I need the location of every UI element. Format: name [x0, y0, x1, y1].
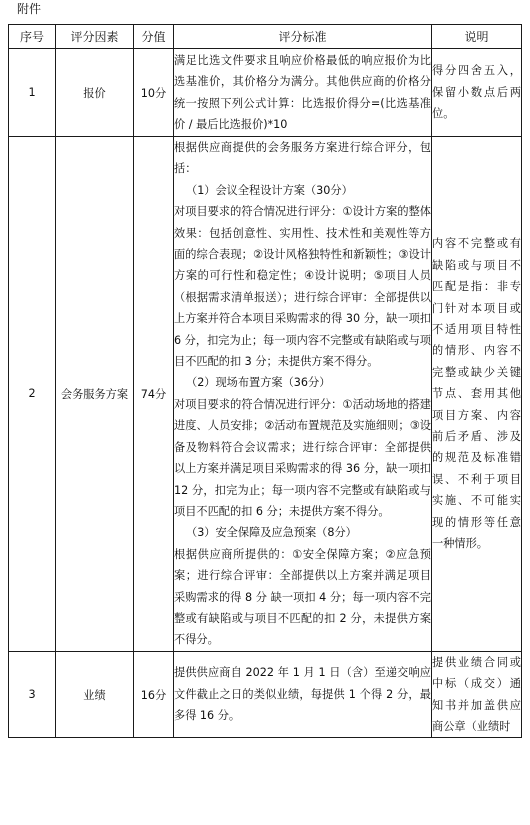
- row-standard: [174, 651, 432, 738]
- row-factor: 业绩: [56, 651, 134, 738]
- table-row: [9, 137, 522, 652]
- table-row: [9, 651, 522, 738]
- table-row: [9, 49, 522, 137]
- row-note: 提供业绩合同或中标（成交）通知书并加盖供应商公章（业绩时: [432, 651, 522, 738]
- attachment-label: 附件: [17, 2, 42, 16]
- row-score: 16分: [134, 651, 174, 738]
- row-score: 10分: [134, 49, 174, 137]
- header-score: 分值: [134, 25, 174, 49]
- row-note: 得分四舍五入，保留小数点后两位。: [432, 49, 522, 137]
- standard-paragraph: 对项目要求的符合情况进行评分：①设计方案的整体效果：包括创意性、实用性、技术性和美观性等方面的综合表现；②设计风格独特性和新颖性；③设计方案的可行性和稳定性；④设计说明；⑤项目人员（根据需求清单报送）；进行综合评审：全部提供以上方案并符合本项目采购需求的得 30 分，缺一项扣 6 分，扣完为止；每一项内容不完整或有缺陷或与项目不匹配的扣 3 分；未提供方案不得分。: [174, 205, 431, 369]
- header-factor: 评分因素: [56, 25, 134, 49]
- standard-subheading: （3）安全保障及应急预案（8分）: [186, 526, 357, 540]
- row-standard: [174, 49, 432, 137]
- header-standard: 评分标准: [174, 25, 432, 49]
- header-note: 说明: [432, 25, 522, 49]
- row-factor: 会务服务方案: [56, 137, 134, 652]
- row-factor: 报价: [56, 49, 134, 137]
- standard-paragraph: 对项目要求的符合情况进行评分：①活动场地的搭建进度、人员安排；②活动布置规范及实施细则；③设备及物料符合会议需求；进行综合评审：全部提供以上方案并满足项目采购需求的得 36 分，缺一项扣 12 分，扣完为止；每一项内容不完整或有缺陷或与项目不匹配的扣 6 分；未提供方案不得分。: [174, 397, 431, 518]
- row-no: 1: [9, 49, 56, 137]
- table-header-row: [9, 25, 522, 49]
- standard-subheading: （1）会议全程设计方案（30分）: [186, 183, 353, 197]
- scoring-table: [8, 24, 522, 738]
- standard-paragraph: 提供供应商自 2022 年 1 月 1 日（含）至递交响应文件截止之日的类似业绩，每提供 1 个得 2 分，最多得 16 分。: [174, 666, 431, 723]
- header-no: 序号: [9, 25, 56, 49]
- row-note: 内容不完整或有缺陷或与项目不匹配是指：非专门针对本项目或不适用项目特性的情形、内容不完整或缺少关键节点、套用其他项目方案、内容前后矛盾、涉及的规范及标准错误、不利于项目实施、不可能实现的情形等任意一种情形。: [432, 137, 522, 652]
- standard-paragraph: 满足比选文件要求且响应价格最低的响应报价为比选基准价，其价格分为满分。其他供应商的价格分统一按照下列公式计算：比选报价得分=(比选基准价 / 最后比选报价)*10: [174, 53, 431, 131]
- standard-paragraph: 根据供应商提供的会务服务方案进行综合评分，包括：: [174, 141, 431, 176]
- row-standard: [174, 137, 432, 652]
- row-score: 74分: [134, 137, 174, 652]
- row-no: 2: [9, 137, 56, 652]
- row-no: 3: [9, 651, 56, 738]
- standard-subheading: （2）现场布置方案（36分）: [186, 376, 331, 390]
- standard-paragraph: 根据供应商所提供的：①安全保障方案；②应急预案；进行综合评审：全部提供以上方案并满足项目采购需求的得 8 分 缺一项扣 4 分；每一项内容不完整或有缺陷或与项目不匹配的扣 2 分，未提供方案不得分。: [174, 547, 431, 647]
